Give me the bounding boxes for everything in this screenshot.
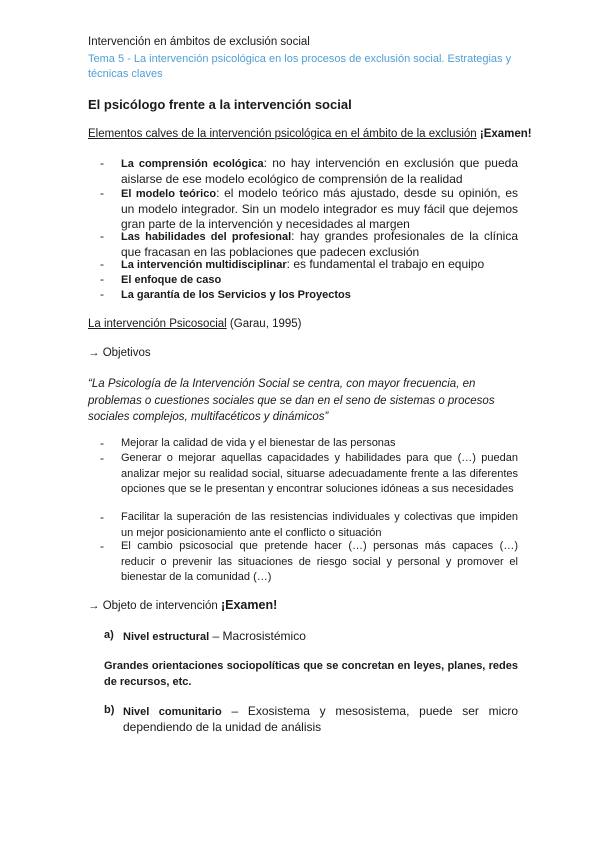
list-item: - El modelo teórico: el modelo teórico más ajustado, desde su opinión, es un modelo integrador. Sin un modelo integrador es muy fácil que dejemos gran parte de la intervención y necesidades al margen [100, 186, 518, 231]
definition-quote: “La Psicología de la Intervención Social se centra, con mayor frecuencia, en problemas o cuestiones sociales que se dan en el seno de sistemas o procesos sociales complejos, multifacéticos y dinámicos” [88, 378, 495, 423]
elements-heading [88, 128, 532, 140]
list-item: - Las habilidades del profesional: hay grandes profesionales de la clínica que fracasan en las poblaciones que padecen exclusión [100, 229, 518, 259]
exam-label: ¡Examen! [479, 128, 532, 140]
document-header-subtitle: Tema 5 - La intervención psicológica en los procesos de exclusión social. Estrategias y técnicas claves [88, 53, 512, 80]
list-item: - El enfoque de caso [100, 272, 222, 286]
exam-label: ¡Examen! [220, 598, 278, 612]
list-item: - Facilitar la superación de las resistencias individuales y colectivas que impiden un mejor posicionamiento ante el conflicto o situación [100, 510, 518, 539]
list-item: - Mejorar la calidad de vida y el bienestar de las personas [100, 436, 396, 450]
intervention-object-label: → Objeto de intervención [88, 600, 221, 612]
structural-description: Grandes orientaciones sociopolíticas que se concretan en leyes, planes, redes de recursos, etc. [104, 660, 518, 688]
elements-title: Elementos calves de la intervención psicológica en el ámbito de la exclusión [88, 128, 477, 140]
list-item: - Generar o mejorar aquellas capacidades y habilidades para que (…) puedan analizar mejor su realidad social, situarse adecuadamente frente a las diferentes opciones que se le presentan y encontrar soluciones idóneas a sus necesidades [100, 451, 518, 495]
list-item: b) Nivel comunitario – Exosistema y mesosistema, puede ser micro dependiendo de la unidad de análisis [104, 704, 519, 734]
list-item: - La garantía de los Servicios y los Proyectos [100, 287, 351, 301]
list-item: - El cambio psicosocial que pretende hacer (…) personas más capaces (…) reducir o prevenir las situaciones de riesgo social y personal y promover el bienestar de la comunidad (…) [100, 539, 518, 583]
intervention-object-heading [88, 598, 277, 612]
psicosocial-title: La intervención Psicosocial [88, 318, 227, 330]
psicosocial-heading [88, 318, 302, 330]
document-header-title: Intervención en ámbitos de exclusión social [88, 36, 310, 48]
psicosocial-reference: (Garau, 1995) [226, 318, 302, 330]
list-item: - La intervención multidisciplinar: es fundamental el trabajo en equipo [100, 257, 485, 271]
list-item: a) Nivel estructural – Macrosistémico [104, 629, 306, 643]
objectives-label: → Objetivos [88, 347, 151, 359]
section-heading: El psicólogo frente a la intervención social [88, 97, 352, 112]
list-item: - La comprensión ecológica: no hay intervención en exclusión que pueda aislarse de ese modelo ecológico de comprensión de la realidad [100, 156, 518, 186]
